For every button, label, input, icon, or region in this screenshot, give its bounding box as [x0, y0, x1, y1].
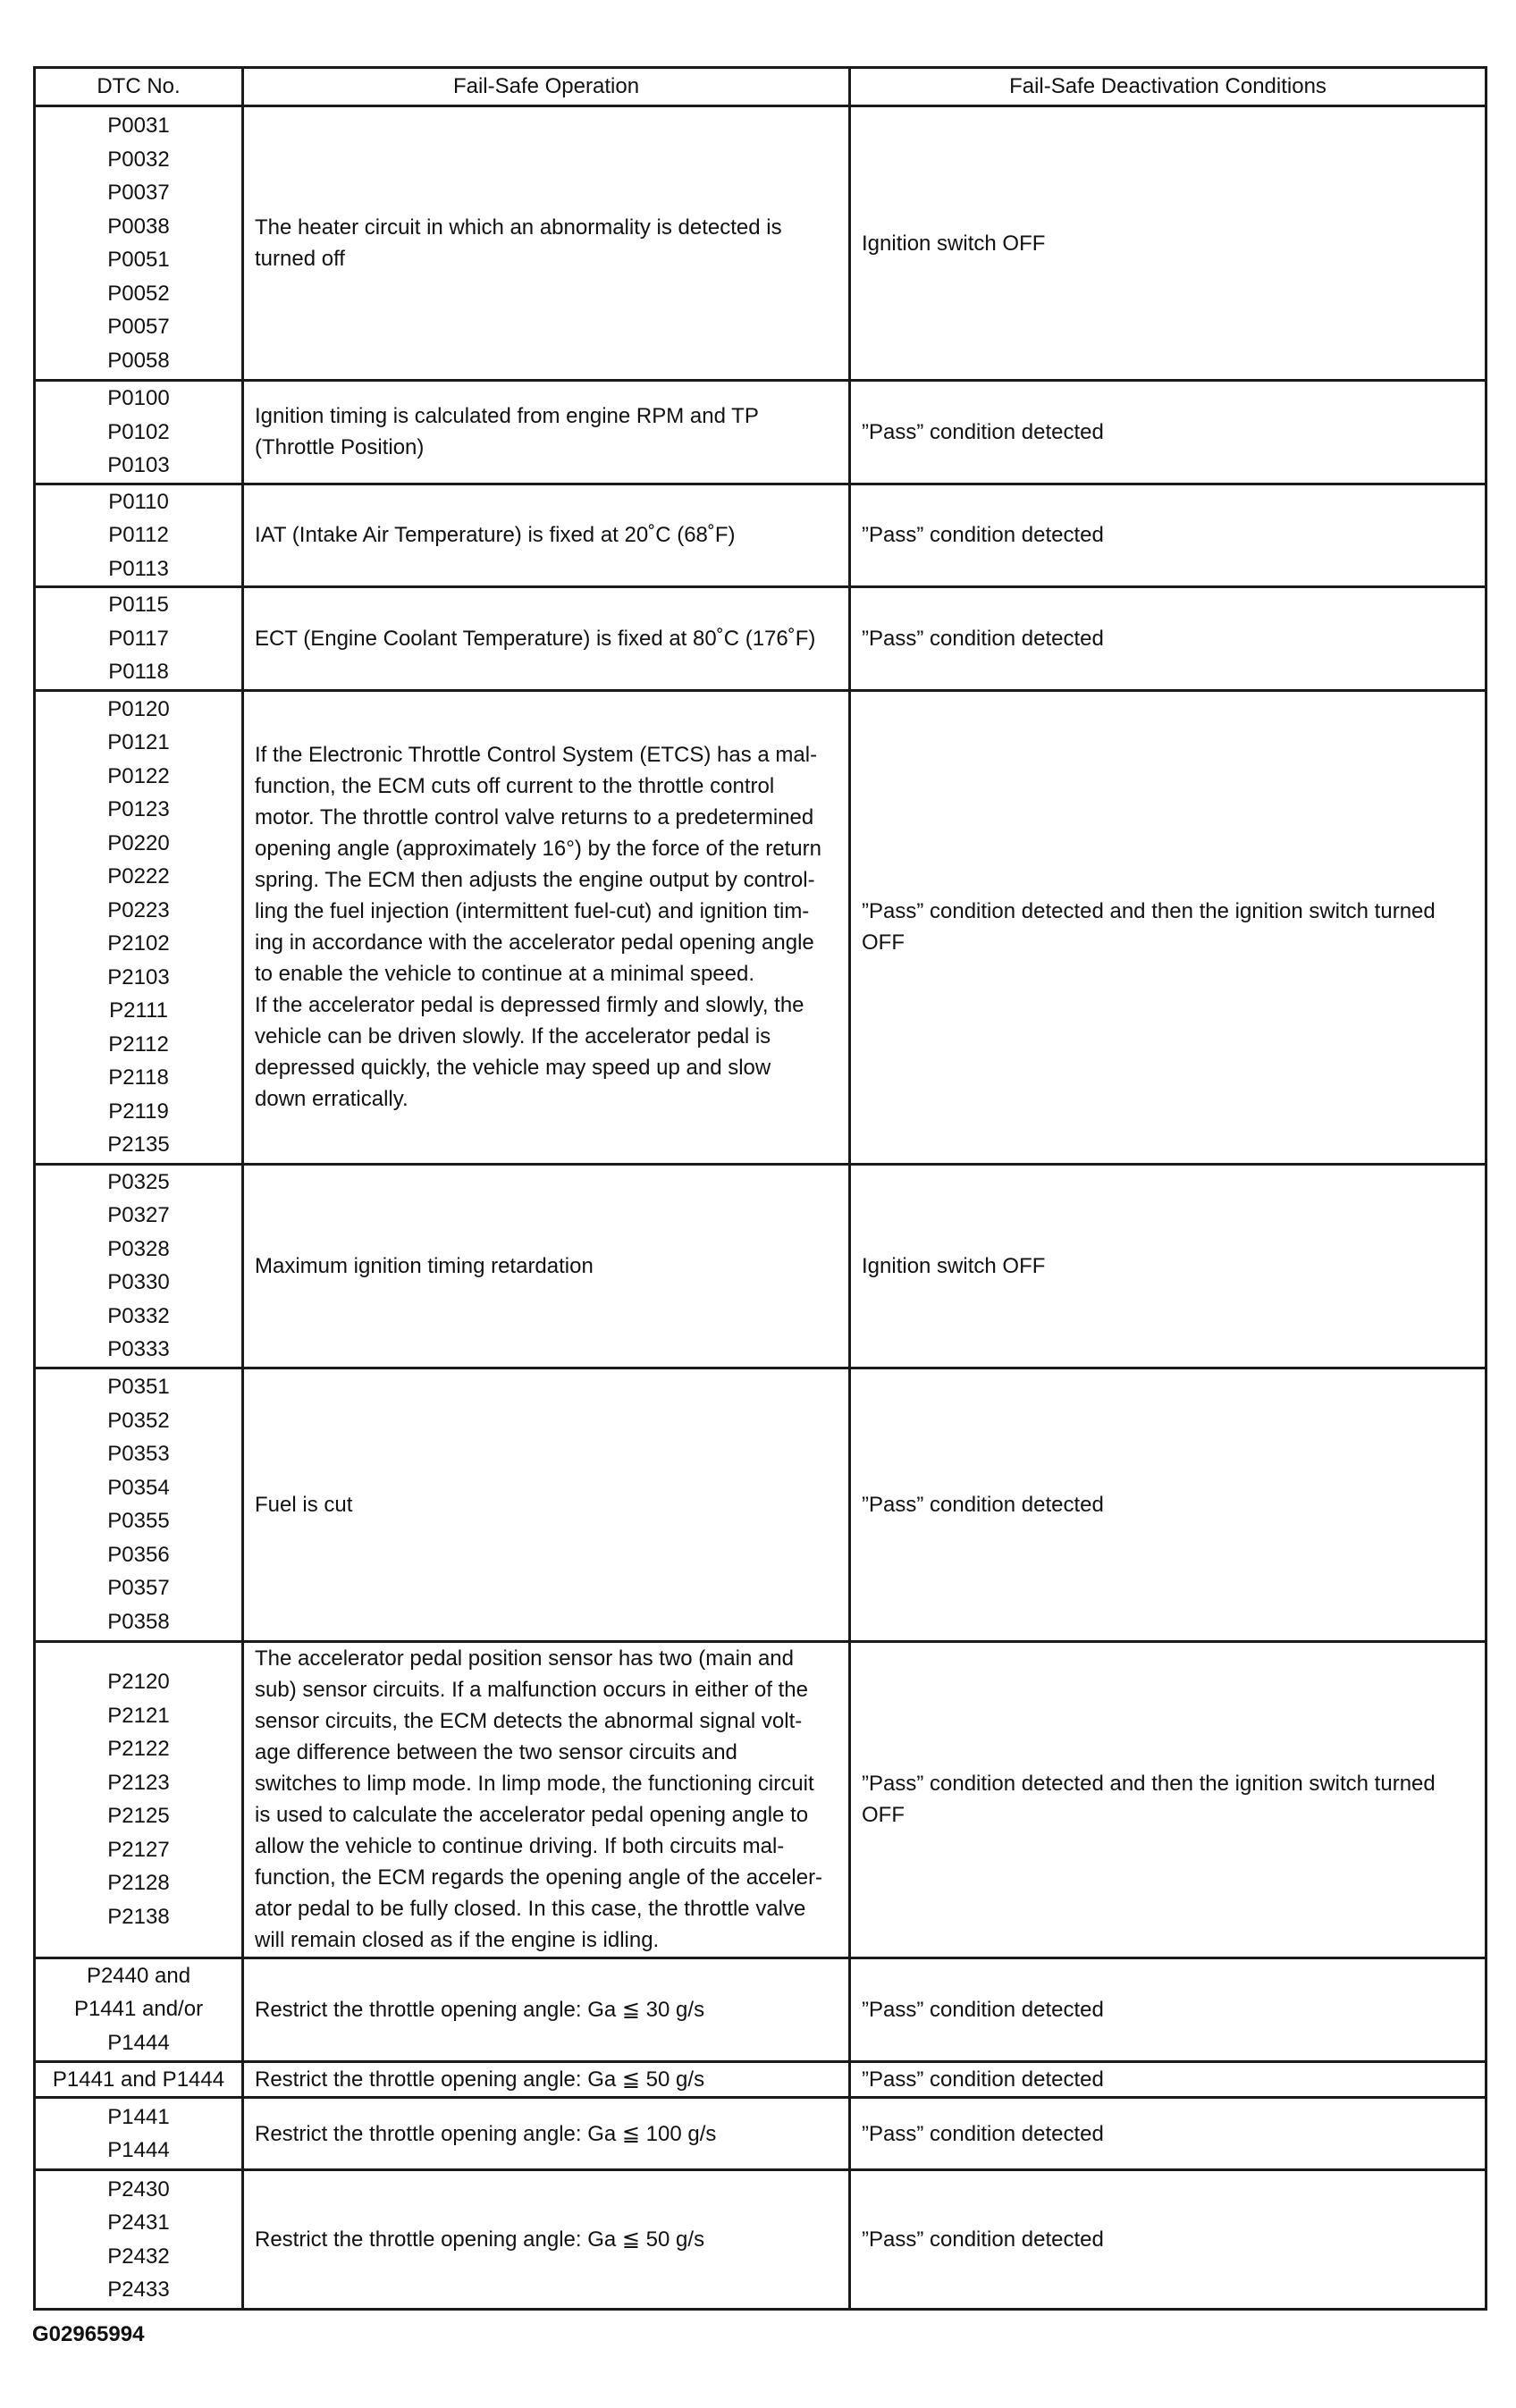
dtc-cell — [35, 381, 243, 484]
deactivation-cell — [850, 690, 1487, 1164]
dtc-code: P2103 — [107, 964, 170, 989]
dtc-code: P0328 — [107, 1236, 170, 1261]
dtc-cell — [35, 690, 243, 1164]
header-row — [35, 68, 1487, 106]
fail-safe-operation-line: If the accelerator pedal is depressed firmly and slowly, the — [255, 993, 804, 1017]
fail-safe-operation-line: depressed quickly, the vehicle may speed up and slow — [255, 1056, 771, 1080]
fail-safe-operation-line: allow the vehicle to continue driving. If both circuits mal- — [255, 1834, 785, 1858]
dtc-code: P0325 — [107, 1169, 170, 1194]
dtc-code: P1444 — [107, 2138, 170, 2162]
fail-safe-operation-line: If the Electronic Throttle Control System (ETCS) has a mal- — [255, 743, 818, 767]
deactivation-cell — [850, 381, 1487, 484]
deactivation-cell — [850, 587, 1487, 691]
dtc-code: P0358 — [107, 1609, 170, 1634]
deactivation-cell — [850, 1958, 1487, 2061]
table-row — [35, 484, 1487, 587]
dtc-code: P2119 — [108, 1099, 169, 1124]
fail-safe-operation-line: is used to calculate the accelerator pedal opening angle to — [255, 1803, 809, 1827]
fail-safe-operation-line: motor. The throttle control valve returns to a predetermined — [255, 805, 814, 829]
fail-safe-operation-line: Ignition timing is calculated from engine RPM and TP — [255, 404, 759, 429]
dtc-code: P0115 — [108, 593, 169, 617]
dtc-cell — [35, 2061, 243, 2098]
table-row — [35, 2098, 1487, 2170]
table-row — [35, 2170, 1487, 2310]
deactivation-condition-line: Ignition switch OFF — [862, 1253, 1046, 1278]
operation-cell — [243, 690, 850, 1164]
dtc-code: P2112 — [108, 1031, 169, 1057]
deactivation-condition-line: ”Pass” condition detected — [862, 2067, 1104, 2092]
deactivation-cell — [850, 2098, 1487, 2170]
header-deactivation-conditions: Fail-Safe Deactivation Conditions — [850, 68, 1487, 106]
dtc-code: P0052 — [107, 281, 170, 306]
dtc-code: P1441 and/or — [73, 1997, 204, 2022]
dtc-code: P0333 — [107, 1337, 170, 1361]
dtc-code: P0222 — [107, 864, 170, 888]
dtc-code: P0357 — [107, 1576, 170, 1600]
deactivation-condition-line: OFF — [862, 930, 905, 955]
fail-safe-operation-line: (Throttle Position) — [255, 435, 425, 460]
deactivation-condition-line: Ignition switch OFF — [862, 231, 1046, 256]
operation-cell — [243, 1164, 850, 1368]
operation-cell — [243, 1641, 850, 1958]
dtc-code: P0100 — [107, 386, 170, 410]
dtc-code: P2128 — [107, 1871, 170, 1895]
dtc-code: P0032 — [107, 147, 170, 172]
dtc-code: P2123 — [107, 1770, 170, 1795]
fail-safe-operation-line: ing in accordance with the accelerator pedal opening angle — [255, 930, 814, 955]
fail-safe-operation-line: spring. The ECM then adjusts the engine output by control- — [255, 868, 815, 892]
dtc-code: P0031 — [107, 114, 170, 138]
dtc-code: P2440 and — [86, 1963, 191, 1988]
fail-safe-operation-line: ling the fuel injection (intermittent fuel-cut) and ignition tim- — [255, 899, 810, 923]
dtc-code: P0351 — [107, 1375, 170, 1399]
deactivation-cell — [850, 484, 1487, 587]
dtc-code: P0223 — [107, 897, 170, 922]
dtc-cell — [35, 587, 243, 691]
deactivation-condition-line: ”Pass” condition detected — [862, 419, 1104, 444]
fail-safe-operation-line: function, the ECM regards the opening angle of the acceler- — [255, 1865, 823, 1890]
dtc-code: P0220 — [107, 830, 170, 855]
dtc-code: P2433 — [107, 2277, 170, 2302]
dtc-code: P0037 — [107, 181, 170, 205]
dtc-code: P2111 — [109, 998, 168, 1023]
deactivation-condition-line: ”Pass” condition detected — [862, 1492, 1104, 1517]
dtc-code: P0117 — [108, 626, 169, 651]
dtc-code: P0113 — [108, 556, 169, 581]
dtc-code: P2127 — [107, 1837, 170, 1862]
dtc-code: P2138 — [107, 1904, 170, 1929]
deactivation-condition-line: OFF — [862, 1803, 905, 1827]
fail-safe-operation-line: Fuel is cut — [255, 1492, 353, 1517]
operation-cell — [243, 2061, 850, 2098]
deactivation-condition-line: ”Pass” condition detected and then the ignition switch turned — [862, 1772, 1436, 1796]
fail-safe-operation-line: Maximum ignition timing retardation — [255, 1253, 594, 1278]
fail-safe-operation-line: age difference between the two sensor circuits and — [255, 1740, 737, 1764]
fail-safe-table — [33, 66, 1487, 2311]
dtc-code: P0352 — [107, 1408, 170, 1433]
fail-safe-operation-line: opening angle (approximately 16°) by the force of the return — [255, 837, 821, 861]
fail-safe-operation-line: Restrict the throttle opening angle: Ga ≦ 50 g/s — [255, 2067, 705, 2092]
dtc-code: P2118 — [108, 1065, 169, 1090]
operation-cell — [243, 587, 850, 691]
operation-cell — [243, 381, 850, 484]
table-row — [35, 587, 1487, 691]
operation-cell — [243, 2098, 850, 2170]
figure-id: G02965994 — [32, 2322, 145, 2346]
dtc-code: P1441 and P1444 — [52, 2067, 225, 2092]
dtc-code: P0057 — [107, 315, 170, 339]
operation-cell — [243, 1368, 850, 1641]
fail-safe-operation-line: turned off — [255, 247, 345, 271]
table-row — [35, 106, 1487, 381]
deactivation-condition-line: ”Pass” condition detected — [862, 2227, 1104, 2252]
dtc-code: P0354 — [107, 1475, 170, 1500]
dtc-code: P0110 — [108, 489, 169, 514]
fail-safe-operation-line: down erratically. — [255, 1087, 408, 1111]
dtc-code: P2432 — [107, 2244, 170, 2269]
fail-safe-operation-line: sub) sensor circuits. If a malfunction occurs in either of the — [255, 1678, 808, 1702]
deactivation-cell — [850, 1368, 1487, 1641]
dtc-cell — [35, 1368, 243, 1641]
dtc-code: P0332 — [107, 1303, 170, 1328]
dtc-code: P2125 — [107, 1804, 170, 1828]
dtc-cell — [35, 106, 243, 381]
operation-cell — [243, 106, 850, 381]
dtc-code: P1441 — [107, 2104, 170, 2129]
dtc-code: P0051 — [107, 248, 170, 272]
table-row — [35, 2061, 1487, 2098]
deactivation-condition-line: ”Pass” condition detected and then the ignition switch turned — [862, 899, 1436, 923]
dtc-code: P2102 — [107, 931, 170, 956]
table-row — [35, 381, 1487, 484]
fail-safe-operation-line: The accelerator pedal position sensor has two (main and — [255, 1646, 794, 1671]
deactivation-cell — [850, 2170, 1487, 2310]
table-row — [35, 1641, 1487, 1958]
dtc-cell — [35, 484, 243, 587]
fail-safe-operation-line: ECT (Engine Coolant Temperature) is fixed at 80˚C (176˚F) — [255, 626, 816, 651]
deactivation-cell — [850, 2061, 1487, 2098]
dtc-code: P1444 — [107, 2030, 170, 2055]
dtc-code: P0355 — [107, 1509, 170, 1533]
dtc-code: P2121 — [107, 1703, 170, 1728]
dtc-code: P0122 — [107, 763, 170, 788]
dtc-code: P0058 — [107, 348, 170, 373]
header-dtc-no: DTC No. — [35, 68, 243, 106]
dtc-code: P0103 — [107, 453, 170, 477]
dtc-code: P2120 — [107, 1670, 170, 1694]
table-row — [35, 1368, 1487, 1641]
fail-safe-operation-line: ator pedal to be fully closed. In this case, the throttle valve — [255, 1897, 806, 1921]
dtc-code: P2431 — [107, 2210, 170, 2235]
dtc-cell — [35, 2170, 243, 2310]
dtc-code: P0123 — [107, 797, 170, 821]
dtc-code: P0121 — [107, 730, 170, 754]
deactivation-cell — [850, 1164, 1487, 1368]
fail-safe-operation-line: function, the ECM cuts off current to the throttle control — [255, 774, 775, 798]
operation-cell — [243, 1958, 850, 2061]
dtc-code: P0118 — [108, 660, 169, 684]
dtc-code: P2135 — [107, 1132, 170, 1157]
fail-safe-operation-line: to enable the vehicle to continue at a minimal speed. — [255, 962, 755, 986]
dtc-code: P0120 — [107, 696, 170, 721]
dtc-code: P2122 — [107, 1737, 170, 1761]
fail-safe-operation-line: will remain closed as if the engine is idling. — [255, 1928, 660, 1952]
fail-safe-operation-line: Restrict the throttle opening angle: Ga ≦ 50 g/s — [255, 2227, 705, 2252]
table-row — [35, 1164, 1487, 1368]
dtc-code: P0038 — [107, 214, 170, 239]
fail-safe-operation-line: switches to limp mode. In limp mode, the functioning circuit — [255, 1772, 814, 1796]
dtc-code: P0112 — [108, 523, 169, 547]
dtc-cell — [35, 1641, 243, 1958]
dtc-code: P0327 — [107, 1203, 170, 1227]
table-row — [35, 1958, 1487, 2061]
operation-cell — [243, 2170, 850, 2310]
deactivation-condition-line: ”Pass” condition detected — [862, 626, 1104, 651]
dtc-code: P0330 — [107, 1270, 170, 1294]
table-body — [35, 106, 1487, 2310]
fail-safe-operation-line: vehicle can be driven slowly. If the accelerator pedal is — [255, 1024, 771, 1048]
dtc-code: P2430 — [107, 2176, 170, 2202]
dtc-code: P0102 — [107, 419, 170, 444]
header-fail-safe-operation: Fail-Safe Operation — [243, 68, 850, 106]
fail-safe-operation-line: Restrict the throttle opening angle: Ga ≦ 30 g/s — [255, 1997, 705, 2022]
fail-safe-operation-line: Restrict the throttle opening angle: Ga ≦ 100 g/s — [255, 2121, 717, 2146]
dtc-code: P0356 — [107, 1542, 170, 1567]
deactivation-condition-line: ”Pass” condition detected — [862, 2121, 1104, 2146]
fail-safe-operation-line: The heater circuit in which an abnormality is detected is — [255, 215, 782, 240]
deactivation-cell — [850, 1641, 1487, 1958]
dtc-cell — [35, 1958, 243, 2061]
deactivation-condition-line: ”Pass” condition detected — [862, 1997, 1104, 2022]
table-row — [35, 690, 1487, 1164]
dtc-code: P0353 — [107, 1442, 170, 1466]
fail-safe-operation-line: IAT (Intake Air Temperature) is fixed at 20˚C (68˚F) — [255, 523, 736, 548]
deactivation-condition-line: ”Pass” condition detected — [862, 523, 1104, 548]
fail-safe-operation-line: sensor circuits, the ECM detects the abnormal signal volt- — [255, 1709, 803, 1733]
deactivation-cell — [850, 106, 1487, 381]
operation-cell — [243, 484, 850, 587]
dtc-cell — [35, 1164, 243, 1368]
dtc-cell — [35, 2098, 243, 2170]
